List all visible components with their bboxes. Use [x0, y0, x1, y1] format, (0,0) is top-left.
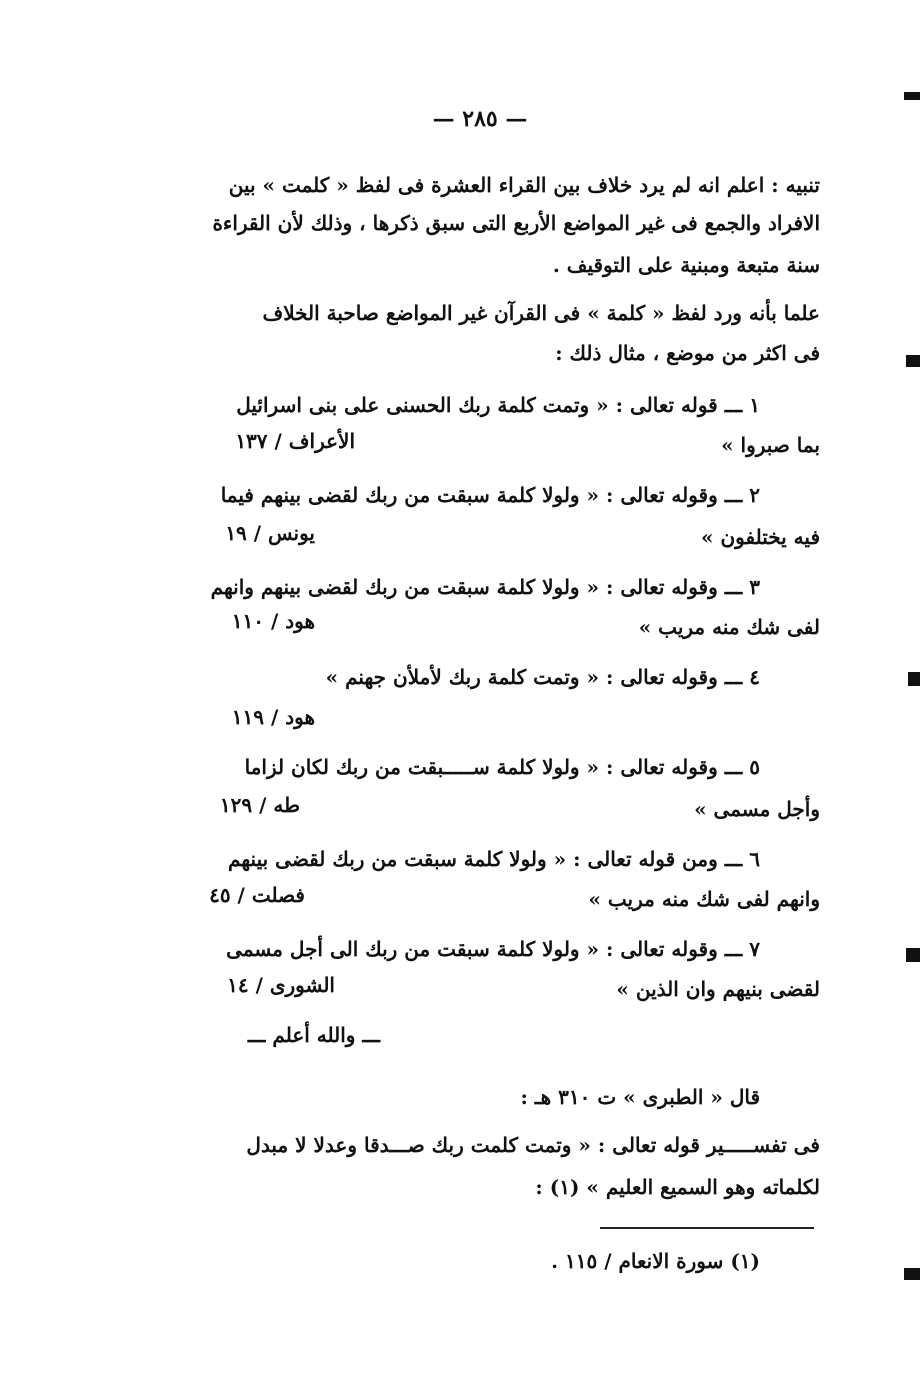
footnote-separator [600, 1227, 814, 1229]
intro-line-2: فى اكثر من موضع ، مثال ذلك : [555, 341, 820, 365]
item-3-line-2: لفى شك منه مريب » [638, 615, 820, 639]
scan-edge-mark [904, 1268, 920, 1280]
item-1-reference: الأعراف / ١٣٧ [235, 429, 355, 453]
item-6-line-2: وانهم لفى شك منه مريب » [588, 887, 820, 911]
item-5-line-2: وأجل مسمى » [694, 797, 820, 821]
item-7-reference: الشورى / ١٤ [227, 973, 335, 997]
note-line-2: الافراد والجمع فى غير المواضع الأربع التى سبق ذكرها ، وذلك لأن القراءة [212, 211, 820, 235]
item-2-line-1: ٢ ـــ وقوله تعالى : « ولولا كلمة سبقت من ربك لقضى بينهم فيما [220, 483, 760, 507]
item-2-reference: يونس / ١٩ [225, 521, 315, 545]
item-5-reference: طه / ١٢٩ [219, 793, 300, 817]
item-1-line-2: بما صبروا » [721, 433, 820, 457]
item-1-line-1: ١ ـــ قوله تعالى : « وتمت كلمة ربك الحسنى على بنى اسرائيل [236, 393, 760, 417]
tabari-quote-line-1: فى تفســـــير قوله تعالى : « وتمت كلمت ربك صـــدقا وعدلا لا مبدل [246, 1133, 820, 1157]
tabari-quote-line-2: لكلماته وهو السميع العليم » (١) : [535, 1175, 820, 1199]
item-6-reference: فصلت / ٤٥ [209, 883, 305, 907]
note-line-3: سنة متبعة ومبنية على التوقيف . [552, 253, 820, 277]
item-5-line-1: ٥ ـــ وقوله تعالى : « ولولا كلمة ســـــبقت من ربك لكان لزاما [244, 755, 760, 779]
page-number: — ٢٨٥ — [432, 106, 528, 132]
item-4-reference: هود / ١١٩ [231, 705, 315, 729]
item-3-line-1: ٣ ـــ وقوله تعالى : « ولولا كلمة سبقت من ربك لقضى بينهم وانهم [210, 575, 760, 599]
note-line-1: تنبيه : اعلم انه لم يرد خلاف بين القراء العشرة فى لفظ « كلمت » بين [228, 173, 820, 197]
item-7-line-1: ٧ ـــ وقوله تعالى : « ولولا كلمة سبقت من ربك الى أجل مسمى [226, 937, 760, 961]
closing-phrase: ـــ والله أعلم ـــ [247, 1023, 380, 1047]
item-7-line-2: لقضى بنيهم وان الذين » [616, 977, 820, 1001]
tabari-intro: قال « الطبرى » ت ٣١٠ هـ : [520, 1085, 760, 1109]
scan-edge-mark [904, 92, 920, 100]
footnote: (١) سورة الانعام / ١١٥ . [551, 1249, 760, 1273]
intro-line-1: علما بأنه ورد لفظ « كلمة » فى القرآن غير المواضع صاحبة الخلاف [262, 301, 820, 325]
scan-edge-mark [906, 355, 920, 367]
item-6-line-1: ٦ ـــ ومن قوله تعالى : « ولولا كلمة سبقت من ربك لقضى بينهم [228, 847, 760, 871]
item-4-line-1: ٤ ـــ وقوله تعالى : « وتمت كلمة ربك لأملأن جهنم » [325, 665, 760, 689]
scan-edge-mark [906, 948, 920, 962]
item-3-reference: هود / ١١٠ [231, 609, 315, 633]
item-2-line-2: فيه يختلفون » [700, 525, 820, 549]
scan-edge-mark [908, 672, 920, 686]
